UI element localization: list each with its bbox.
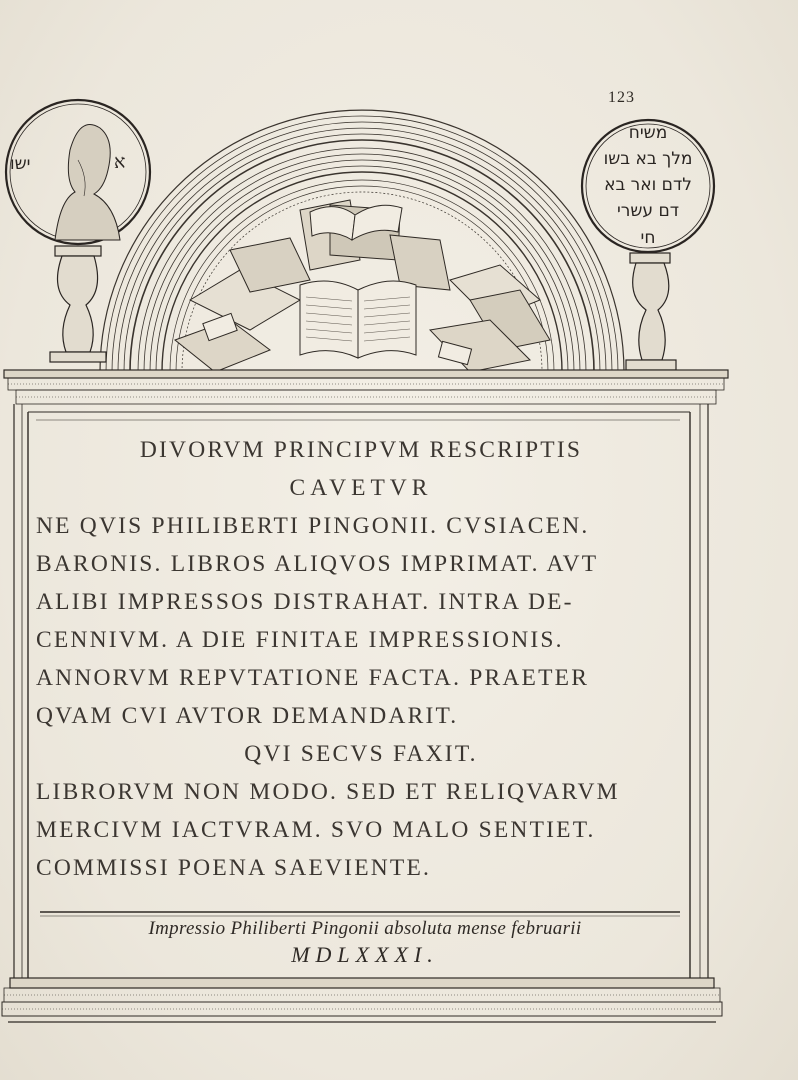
inscription-line-9: QVI SECVS FAXIT. bbox=[244, 741, 478, 767]
inscription-line-12: COMMISSI POENA SAEVIENTE. bbox=[36, 855, 432, 881]
right-medallion-line-1: משיח bbox=[628, 123, 668, 143]
books-pile bbox=[175, 200, 550, 372]
inscription-line-10: LIBRORVM NON MODO. SED ET RELIQVARVM bbox=[36, 779, 620, 805]
page-number: 123 bbox=[608, 89, 635, 106]
inscription-line-8: QVAM CVI AVTOR DEMANDARIT. bbox=[36, 703, 459, 729]
left-medallion-word: ישו bbox=[10, 154, 31, 174]
inscription-line-6: CENNIVM. A DIE FINITAE IMPRESSIONIS. bbox=[36, 627, 564, 653]
right-medallion-line-2: מלך בא בשו bbox=[603, 149, 693, 169]
inscription-line-7: ANNORVM REPVTATIONE FACTA. PRAETER bbox=[36, 665, 590, 691]
inscription-line-2: CAVETVR bbox=[289, 475, 433, 501]
inscription-line-11: MERCIVM IACTVRAM. SVO MALO SENTIET. bbox=[36, 817, 596, 843]
left-pedestal bbox=[50, 246, 106, 362]
base-molding bbox=[2, 978, 722, 1022]
right-medallion-line-4: דם עשרי bbox=[616, 201, 680, 221]
inscription-line-3: NE QVIS PHILIBERTI PINGONII. CVSIACEN. bbox=[36, 513, 590, 539]
inscription-line-4: BARONIS. LIBROS ALIQVOS IMPRIMAT. AVT bbox=[36, 551, 599, 577]
left-medallion-letter: א bbox=[114, 152, 126, 173]
inscription-line-5: ALIBI IMPRESSOS DISTRAHAT. INTRA DE- bbox=[36, 589, 574, 615]
right-medallion-line-3: לדם ואר בא bbox=[604, 175, 692, 195]
imprint-date: MDLXXXI. bbox=[291, 942, 439, 967]
right-pedestal bbox=[626, 253, 676, 370]
imprint-text: Impressio Philiberti Pingonii absoluta mense februarii bbox=[148, 918, 582, 939]
cornice bbox=[4, 370, 728, 404]
right-medallion-line-5: חי bbox=[640, 228, 656, 248]
inscription-line-1: DIVORVM PRINCIPVM RESCRIPTIS bbox=[139, 437, 583, 463]
